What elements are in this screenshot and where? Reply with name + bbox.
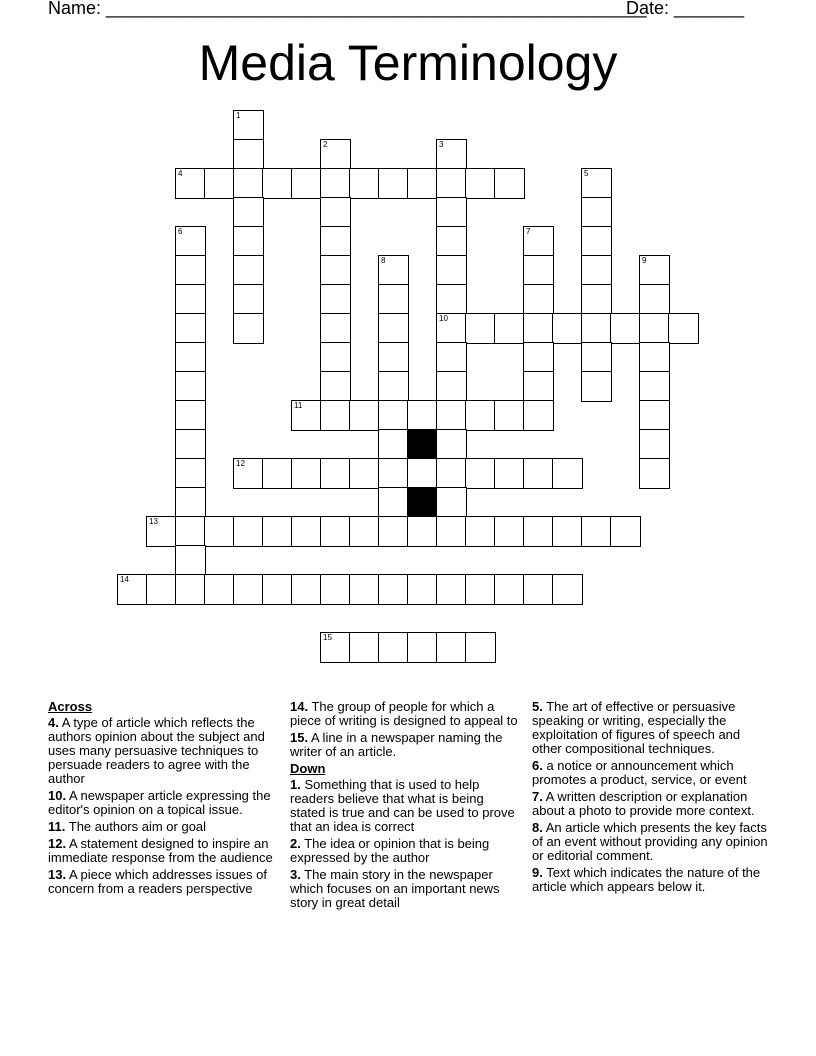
clue-number: 10 (439, 314, 448, 323)
crossword-cell[interactable] (581, 255, 612, 286)
crossword-cell[interactable] (523, 516, 554, 547)
crossword-cell[interactable] (233, 168, 264, 199)
crossword-cell[interactable] (262, 168, 293, 199)
clue-down-7: 7. A written description or explanation about a photo to provide more context. (532, 789, 755, 818)
crossword-cell[interactable] (436, 632, 467, 663)
crossword-cell[interactable] (378, 342, 409, 373)
crossword-cell[interactable] (320, 255, 351, 286)
crossword-cell[interactable] (407, 168, 438, 199)
crossword-cell[interactable] (523, 371, 554, 402)
crossword-block-cell (407, 487, 438, 518)
crossword-cell[interactable] (204, 168, 235, 199)
crossword-cell-12[interactable] (233, 458, 264, 489)
crossword-cell[interactable] (523, 458, 554, 489)
crossword-cell[interactable] (349, 168, 380, 199)
crossword-cell[interactable] (204, 516, 235, 547)
crossword-cell[interactable] (233, 197, 264, 228)
crossword-cell[interactable] (378, 313, 409, 344)
crossword-cell[interactable] (349, 458, 380, 489)
crossword-cell[interactable] (465, 574, 496, 605)
crossword-cell[interactable] (175, 487, 206, 518)
crossword-cell[interactable] (320, 458, 351, 489)
crossword-cell[interactable] (668, 313, 699, 344)
crossword-cell[interactable] (233, 313, 264, 344)
crossword-cell[interactable] (320, 342, 351, 373)
crossword-cell[interactable] (262, 574, 293, 605)
clue-number: 13 (149, 517, 158, 526)
crossword-cell[interactable] (523, 574, 554, 605)
crossword-cell[interactable] (523, 313, 554, 344)
crossword-cell[interactable] (581, 197, 612, 228)
clues-column-2 (290, 700, 520, 913)
clue-across-11: 11. The authors aim or goal (48, 819, 207, 834)
crossword-cell-7[interactable] (523, 226, 554, 257)
crossword-cell-9[interactable] (639, 255, 670, 286)
clue-number: 8 (381, 256, 386, 265)
crossword-cell[interactable] (494, 168, 525, 199)
clue-across-14: 14. The group of people for which a piece of writing is designed to appeal to (290, 699, 518, 728)
crossword-cell[interactable] (436, 284, 467, 315)
crossword-cell[interactable] (378, 284, 409, 315)
crossword-cell[interactable] (639, 284, 670, 315)
crossword-cell-15[interactable] (320, 632, 351, 663)
crossword-cell[interactable] (349, 632, 380, 663)
crossword-cell[interactable] (494, 313, 525, 344)
crossword-cell[interactable] (291, 516, 322, 547)
crossword-cell[interactable] (436, 574, 467, 605)
page-title: Media Terminology (198, 35, 618, 91)
crossword-cell[interactable] (378, 487, 409, 518)
crossword-cell[interactable] (291, 574, 322, 605)
clue-number: 1 (236, 111, 241, 120)
clue-across-15: 15. A line in a newspaper naming the writer of an article. (290, 730, 503, 759)
crossword-cell[interactable] (581, 226, 612, 257)
crossword-cell[interactable] (407, 516, 438, 547)
crossword-cell[interactable] (407, 458, 438, 489)
crossword-cell[interactable] (349, 400, 380, 431)
crossword-cell[interactable] (320, 284, 351, 315)
crossword-cell[interactable] (523, 342, 554, 373)
crossword-cell[interactable] (639, 400, 670, 431)
crossword-cell[interactable] (639, 342, 670, 373)
clues-column-1 (48, 700, 284, 899)
crossword-cell[interactable] (262, 516, 293, 547)
crossword-cell[interactable] (233, 284, 264, 315)
crossword-cell[interactable] (233, 255, 264, 286)
crossword-cell[interactable] (175, 429, 206, 460)
crossword-cell[interactable] (436, 429, 467, 460)
crossword-cell[interactable] (407, 400, 438, 431)
crossword-cell[interactable] (581, 342, 612, 373)
crossword-cell[interactable] (552, 574, 583, 605)
crossword-cell[interactable] (436, 197, 467, 228)
crossword-cell[interactable] (581, 284, 612, 315)
clue-number: 11 (294, 401, 303, 410)
clue-across-13: 13. A piece which addresses issues of concern from a readers perspective (48, 867, 267, 896)
crossword-cell[interactable] (581, 313, 612, 344)
crossword-cell[interactable] (378, 429, 409, 460)
crossword-cell-4[interactable] (175, 168, 206, 199)
clue-down-6: 6. a notice or announcement which promotes a product, service, or event (532, 758, 747, 787)
clue-down-3: 3. The main story in the newspaper which focuses on an important news story in great detail (290, 867, 500, 910)
crossword-cell[interactable] (175, 516, 206, 547)
crossword-cell[interactable] (175, 255, 206, 286)
crossword-cell[interactable] (552, 458, 583, 489)
crossword-cell[interactable] (523, 284, 554, 315)
crossword-cell[interactable] (465, 516, 496, 547)
crossword-cell[interactable] (175, 371, 206, 402)
clue-down-1: 1. Something that is used to help readers believe that what is being stated is true and can be used to prove that an idea is correct (290, 777, 515, 834)
crossword-cell[interactable] (552, 313, 583, 344)
crossword-cell[interactable] (378, 516, 409, 547)
crossword-cell[interactable] (436, 168, 467, 199)
crossword-cell-1[interactable] (233, 110, 264, 141)
clue-down-9: 9. Text which indicates the nature of the article which appears below it. (532, 865, 761, 894)
crossword-cell[interactable] (233, 139, 264, 170)
crossword-cell[interactable] (378, 371, 409, 402)
crossword-cell[interactable] (320, 574, 351, 605)
crossword-cell[interactable] (581, 516, 612, 547)
crossword-cell[interactable] (436, 458, 467, 489)
crossword-cell[interactable] (436, 516, 467, 547)
clue-number: 5 (584, 169, 589, 178)
crossword-cell-3[interactable] (436, 139, 467, 170)
clue-number: 6 (178, 227, 183, 236)
crossword-cell[interactable] (175, 284, 206, 315)
crossword-cell[interactable] (436, 255, 467, 286)
crossword-cell[interactable] (320, 313, 351, 344)
crossword-cell[interactable] (233, 226, 264, 257)
crossword-cell[interactable] (175, 458, 206, 489)
clue-number: 2 (323, 140, 328, 149)
crossword-cell-6[interactable] (175, 226, 206, 257)
crossword-cell[interactable] (436, 400, 467, 431)
crossword-cell[interactable] (378, 168, 409, 199)
crossword-cell[interactable] (494, 574, 525, 605)
crossword-cell[interactable] (175, 574, 206, 605)
crossword-cell[interactable] (639, 458, 670, 489)
crossword-cell[interactable] (175, 400, 206, 431)
crossword-cell[interactable] (320, 400, 351, 431)
crossword-cell[interactable] (233, 516, 264, 547)
crossword-cell[interactable] (610, 313, 641, 344)
clue-down-2: 2. The idea or opinion that is being expressed by the author (290, 836, 490, 865)
crossword-cell[interactable] (523, 255, 554, 286)
crossword-cell[interactable] (465, 632, 496, 663)
crossword-cell[interactable] (581, 371, 612, 402)
crossword-cell[interactable] (552, 516, 583, 547)
crossword-cell[interactable] (320, 168, 351, 199)
name-field-line: Name: ______________________________________________________ (48, 0, 647, 18)
crossword-cell[interactable] (320, 516, 351, 547)
crossword-cell[interactable] (465, 168, 496, 199)
crossword-cell[interactable] (175, 342, 206, 373)
crossword-cell-11[interactable] (291, 400, 322, 431)
crossword-cell[interactable] (378, 458, 409, 489)
crossword-cell[interactable] (407, 574, 438, 605)
crossword-cell-8[interactable] (378, 255, 409, 286)
crossword-cell[interactable] (465, 313, 496, 344)
crossword-cell-2[interactable] (320, 139, 351, 170)
crossword-cell[interactable] (349, 516, 380, 547)
crossword-cell[interactable] (436, 226, 467, 257)
clue-across-10: 10. A newspaper article expressing the editor's opinion on a topical issue. (48, 788, 271, 817)
across-heading: Across (48, 699, 93, 714)
crossword-cell-14[interactable] (117, 574, 148, 605)
crossword-cell[interactable] (465, 458, 496, 489)
crossword-cell[interactable] (436, 371, 467, 402)
crossword-cell[interactable] (494, 400, 525, 431)
crossword-cell[interactable] (320, 197, 351, 228)
crossword-cell[interactable] (436, 342, 467, 373)
clue-across-12: 12. A statement designed to inspire an immediate response from the audience (48, 836, 273, 865)
clue-number: 7 (526, 227, 531, 236)
crossword-cell[interactable] (291, 458, 322, 489)
crossword-block-cell (407, 429, 438, 460)
clues-column-3 (532, 700, 770, 897)
crossword-cell[interactable] (349, 574, 380, 605)
crossword-cell[interactable] (320, 226, 351, 257)
crossword-cell-5[interactable] (581, 168, 612, 199)
crossword-cell[interactable] (146, 574, 177, 605)
clue-number: 14 (120, 575, 129, 584)
crossword-cell[interactable] (639, 429, 670, 460)
crossword-cell[interactable] (233, 574, 264, 605)
crossword-cell[interactable] (378, 400, 409, 431)
clue-number: 15 (323, 633, 332, 642)
crossword-cell[interactable] (494, 458, 525, 489)
crossword-cell[interactable] (320, 371, 351, 402)
date-field-line: Date: _______ (626, 0, 745, 18)
clue-number: 3 (439, 140, 444, 149)
crossword-cell[interactable] (175, 313, 206, 344)
crossword-cell[interactable] (378, 574, 409, 605)
crossword-cell[interactable] (523, 400, 554, 431)
clue-number: 12 (236, 459, 245, 468)
crossword-cell[interactable] (262, 458, 293, 489)
crossword-cell[interactable] (407, 632, 438, 663)
crossword-cell[interactable] (610, 516, 641, 547)
clue-down-5: 5. The art of effective or persuasive speaking or writing, especially the exploitation of figures of speech and other compositional techniques. (532, 699, 741, 756)
crossword-cell[interactable] (494, 516, 525, 547)
crossword-cell-10[interactable] (436, 313, 467, 344)
crossword-cell[interactable] (204, 574, 235, 605)
clue-number: 4 (178, 169, 183, 178)
clue-down-8: 8. An article which presents the key facts of an event without providing any opinion or editorial comment. (532, 820, 768, 863)
crossword-cell[interactable] (291, 168, 322, 199)
crossword-cell[interactable] (639, 313, 670, 344)
crossword-cell[interactable] (378, 632, 409, 663)
crossword-cell[interactable] (436, 487, 467, 518)
clue-across-4: 4. A type of article which reflects the authors opinion about the subject and uses many persuasive techniques to persuade readers to agree with the author (48, 715, 265, 786)
crossword-cell[interactable] (465, 400, 496, 431)
down-heading: Down (290, 761, 326, 776)
crossword-cell[interactable] (639, 371, 670, 402)
crossword-cell[interactable] (175, 545, 206, 576)
crossword-cell-13[interactable] (146, 516, 177, 547)
clue-number: 9 (642, 256, 647, 265)
